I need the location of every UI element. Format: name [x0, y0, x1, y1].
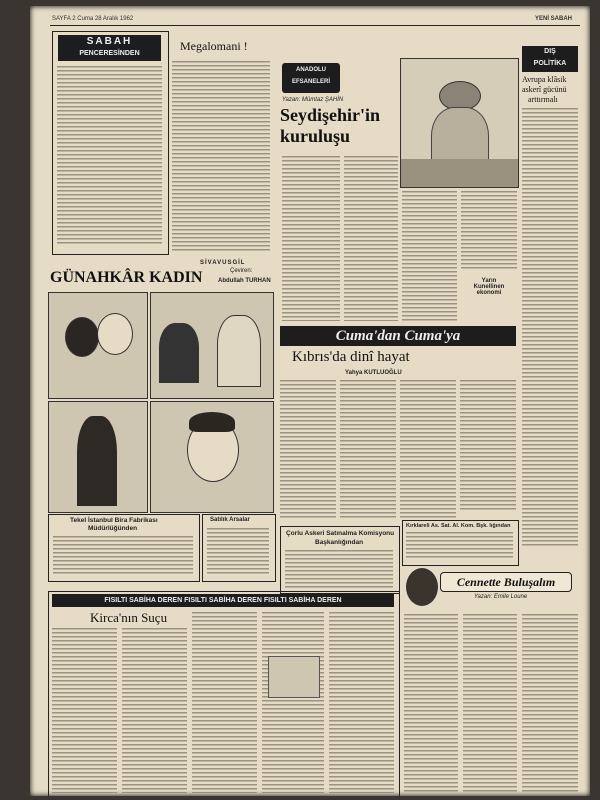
dis-headline-2: askerî gücünü: [522, 85, 567, 94]
cuma-banner: [280, 326, 516, 346]
header-rule: [50, 25, 580, 26]
cuma-subtitle: Kıbrıs'da dinî hayat: [292, 349, 410, 365]
corlu-text: [285, 550, 393, 588]
cuma-col3-text: [400, 380, 456, 520]
figure-right-shape: [217, 315, 261, 387]
tekel-title: Tekel İstanbul Bira Fabrikası: [70, 517, 158, 524]
cuma-title: Cuma'dan Cuma'ya: [335, 328, 461, 344]
efsane-title-line2: kuruluşu: [280, 126, 351, 146]
sabah-subtitle: PENCERESİNDEN: [79, 50, 140, 57]
cennette-header: [404, 566, 578, 608]
dis-politika-line1: DIŞ: [544, 48, 556, 55]
yarin-line3: ekonomi: [476, 290, 502, 296]
cennette-col2-text: [463, 614, 517, 794]
figure-left-shape: [159, 323, 199, 383]
cennette-col1-text: [404, 614, 458, 794]
corlu-title: Çorlu Askeri Satınalma Komisyonu: [286, 530, 395, 537]
sabah-title: SABAH: [86, 36, 133, 47]
megalomani-body-text: [172, 61, 270, 253]
cennette-title-box: [440, 572, 572, 592]
gunahkar-title: GÜNAHKÂR KADIN: [50, 269, 203, 286]
efsane-col2-text: [344, 156, 398, 321]
sabah-header: [58, 35, 161, 61]
efsane-label-line2: EFSANELERİ: [291, 79, 330, 85]
newspaper-page: [30, 6, 590, 796]
efsane-col4-text: [461, 191, 517, 271]
dis-headline-3: arttırmalı: [528, 95, 558, 104]
cuma-author: Yahya KUTLUOĞLU: [345, 370, 402, 376]
dis-headline-1: Avrupa klâsik: [522, 75, 567, 84]
kirklareli-text: [406, 532, 513, 560]
fisilti-col4-text: [262, 612, 324, 793]
efsane-col3-text: [402, 191, 457, 321]
man-face-shape: [97, 313, 133, 355]
comic-panel-3: [48, 401, 148, 513]
dis-politika-label: [522, 46, 578, 72]
efsane-label-line1: ANADOLU: [296, 67, 326, 73]
corlu-subtitle: Başkanlığından: [315, 539, 364, 546]
fisilti-col3-text: [192, 612, 257, 793]
fisilti-title: Kirca'nın Suçu: [90, 610, 168, 625]
fisilti-col5-text: [329, 612, 394, 793]
efsane-title-line1: Seydişehir'in: [280, 105, 381, 125]
cuma-col4-text: [460, 380, 516, 510]
dis-politika-text: [522, 108, 578, 548]
dis-politika-line2: POLİTİKA: [533, 60, 567, 67]
efsane-col1-text: [282, 156, 340, 321]
fisilti-col1-text: [52, 628, 117, 793]
ground-shape: [401, 159, 518, 187]
fisilti-col2-text: [122, 628, 187, 793]
comic-panel-2: [150, 292, 274, 399]
cuma-col2-text: [340, 380, 396, 520]
efsane-illustration: [400, 58, 519, 188]
satilik-text: [207, 528, 269, 576]
comic-panel-4: [150, 401, 274, 513]
cennette-author: Yazan: Emile Loune: [474, 594, 528, 600]
yarin-line1: Yarın: [481, 278, 497, 284]
sabah-signature: SİVAVUSGİL: [200, 260, 246, 266]
cennette-title: Cennette Buluşalım: [456, 575, 556, 589]
tekel-subtitle: Müdürlüğünden: [88, 525, 138, 532]
suit-figure-shape: [77, 416, 117, 506]
comic-panel-1: [48, 292, 148, 399]
fisilti-banner: FISILTI SABİHA DEREN FISILTI SABİHA DEREN FISILTI SABİHA DEREN: [52, 594, 394, 607]
efsane-label: [282, 63, 340, 93]
tekel-text: [53, 536, 193, 576]
yarin-line2: Kunellinen: [473, 284, 505, 290]
paper-name: YENİ SABAH: [535, 16, 573, 22]
cennette-col3-text: [522, 614, 578, 794]
gunahkar-cev-label: Çeviren:: [230, 268, 253, 274]
fisilti-cartoon: [268, 656, 320, 698]
megalomani-title: Megalomani !: [180, 39, 248, 53]
portrait-hair-shape: [189, 412, 235, 432]
gunahkar-cev-name: Abdullah TURHAN: [218, 278, 271, 284]
cuma-col1-text: [280, 380, 336, 520]
couple-illustration: [406, 568, 438, 606]
kirklareli-title: Kırklareli As. Sat. Al. Kom. Bşk. lığından: [406, 523, 511, 529]
woman-hair-shape: [65, 317, 99, 357]
satilik-title: Satılık Arsalar: [210, 517, 250, 523]
efsane-author: Yazan: Mümtaz ŞAHİN: [282, 97, 344, 103]
sabah-body-text: [57, 66, 162, 246]
page-info: SAYFA 2 Cuma 28 Aralık 1962: [52, 16, 134, 22]
yarin-box: [462, 278, 516, 296]
